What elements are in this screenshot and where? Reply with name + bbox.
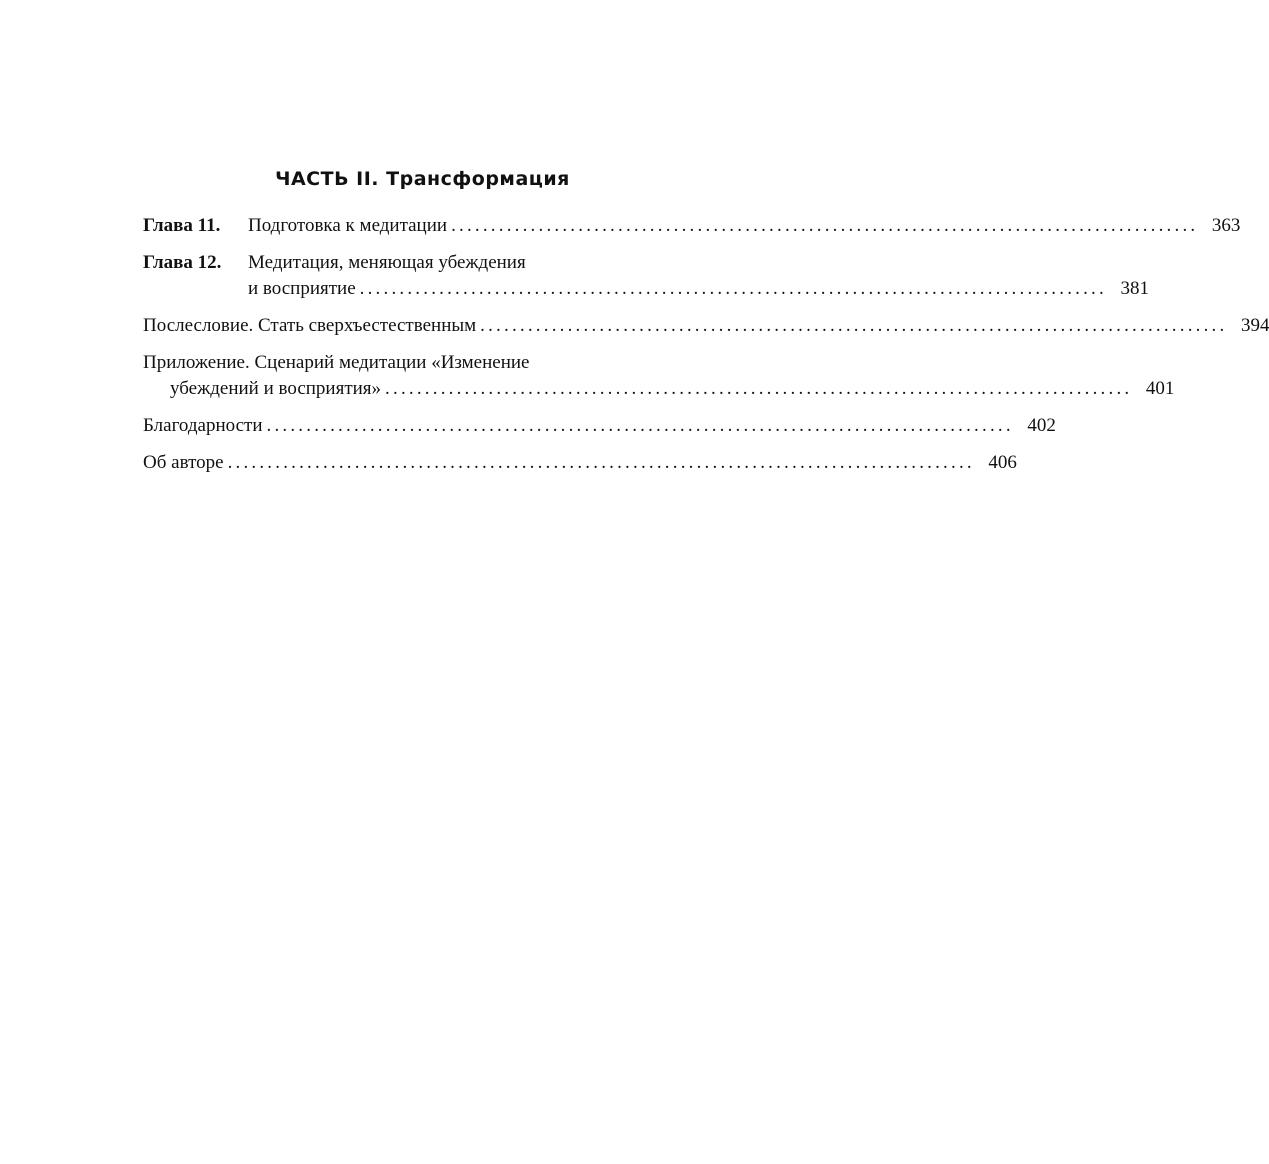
entry-title: Об авторе <box>143 452 224 473</box>
dot-leader: .............................................................................................. <box>227 452 975 473</box>
part-title: ЧАСТЬ II. Трансформация <box>275 168 570 190</box>
page-number: 394 <box>1240 315 1269 336</box>
dot-leader: .............................................................................................. <box>385 378 1133 399</box>
page-number: 406 <box>988 452 1017 473</box>
entry-title: Подготовка к медитации <box>248 215 448 236</box>
page-number: 381 <box>1120 278 1149 299</box>
page-number: 363 <box>1211 215 1241 236</box>
toc-line-continuation <box>143 376 1175 402</box>
toc-line <box>143 413 1056 439</box>
dot-leader: .............................................................................................. <box>359 278 1107 299</box>
toc-line <box>143 350 744 376</box>
entry-title-continuation: и восприятие <box>248 278 356 299</box>
toc-line <box>143 450 1017 476</box>
toc-entry-about-author[interactable] <box>143 450 1017 476</box>
entry-title: Приложение. Сценарий медитации «Изменение <box>143 352 530 373</box>
chapter-label: Глава 12. <box>143 252 222 273</box>
dot-leader: .............................................................................................. <box>480 315 1228 336</box>
page-number: 402 <box>1027 415 1056 436</box>
dot-leader: .............................................................................................. <box>451 215 1199 236</box>
toc-entry-chapter-11[interactable] <box>143 213 1241 239</box>
entry-title-continuation: убеждений и восприятия» <box>170 378 382 399</box>
entry-title: Благодарности <box>143 415 263 436</box>
table-of-contents <box>143 213 1269 476</box>
chapter-label: Глава 11. <box>143 215 221 236</box>
toc-line <box>143 250 744 276</box>
toc-entry-appendix[interactable] <box>143 350 1175 402</box>
dot-leader: .............................................................................................. <box>266 415 1014 436</box>
toc-entry-acknowledgements[interactable] <box>143 413 1056 439</box>
toc-line-continuation <box>143 276 1149 302</box>
page-number: 401 <box>1145 378 1175 399</box>
toc-entry-chapter-12[interactable] <box>143 250 1149 302</box>
toc-line <box>143 213 1241 239</box>
entry-title: Медитация, меняющая убеждения <box>248 252 526 273</box>
entry-title: Послесловие. Стать сверхъестественным <box>143 315 477 336</box>
toc-entry-afterword[interactable] <box>143 313 1269 339</box>
toc-line <box>143 313 1269 339</box>
